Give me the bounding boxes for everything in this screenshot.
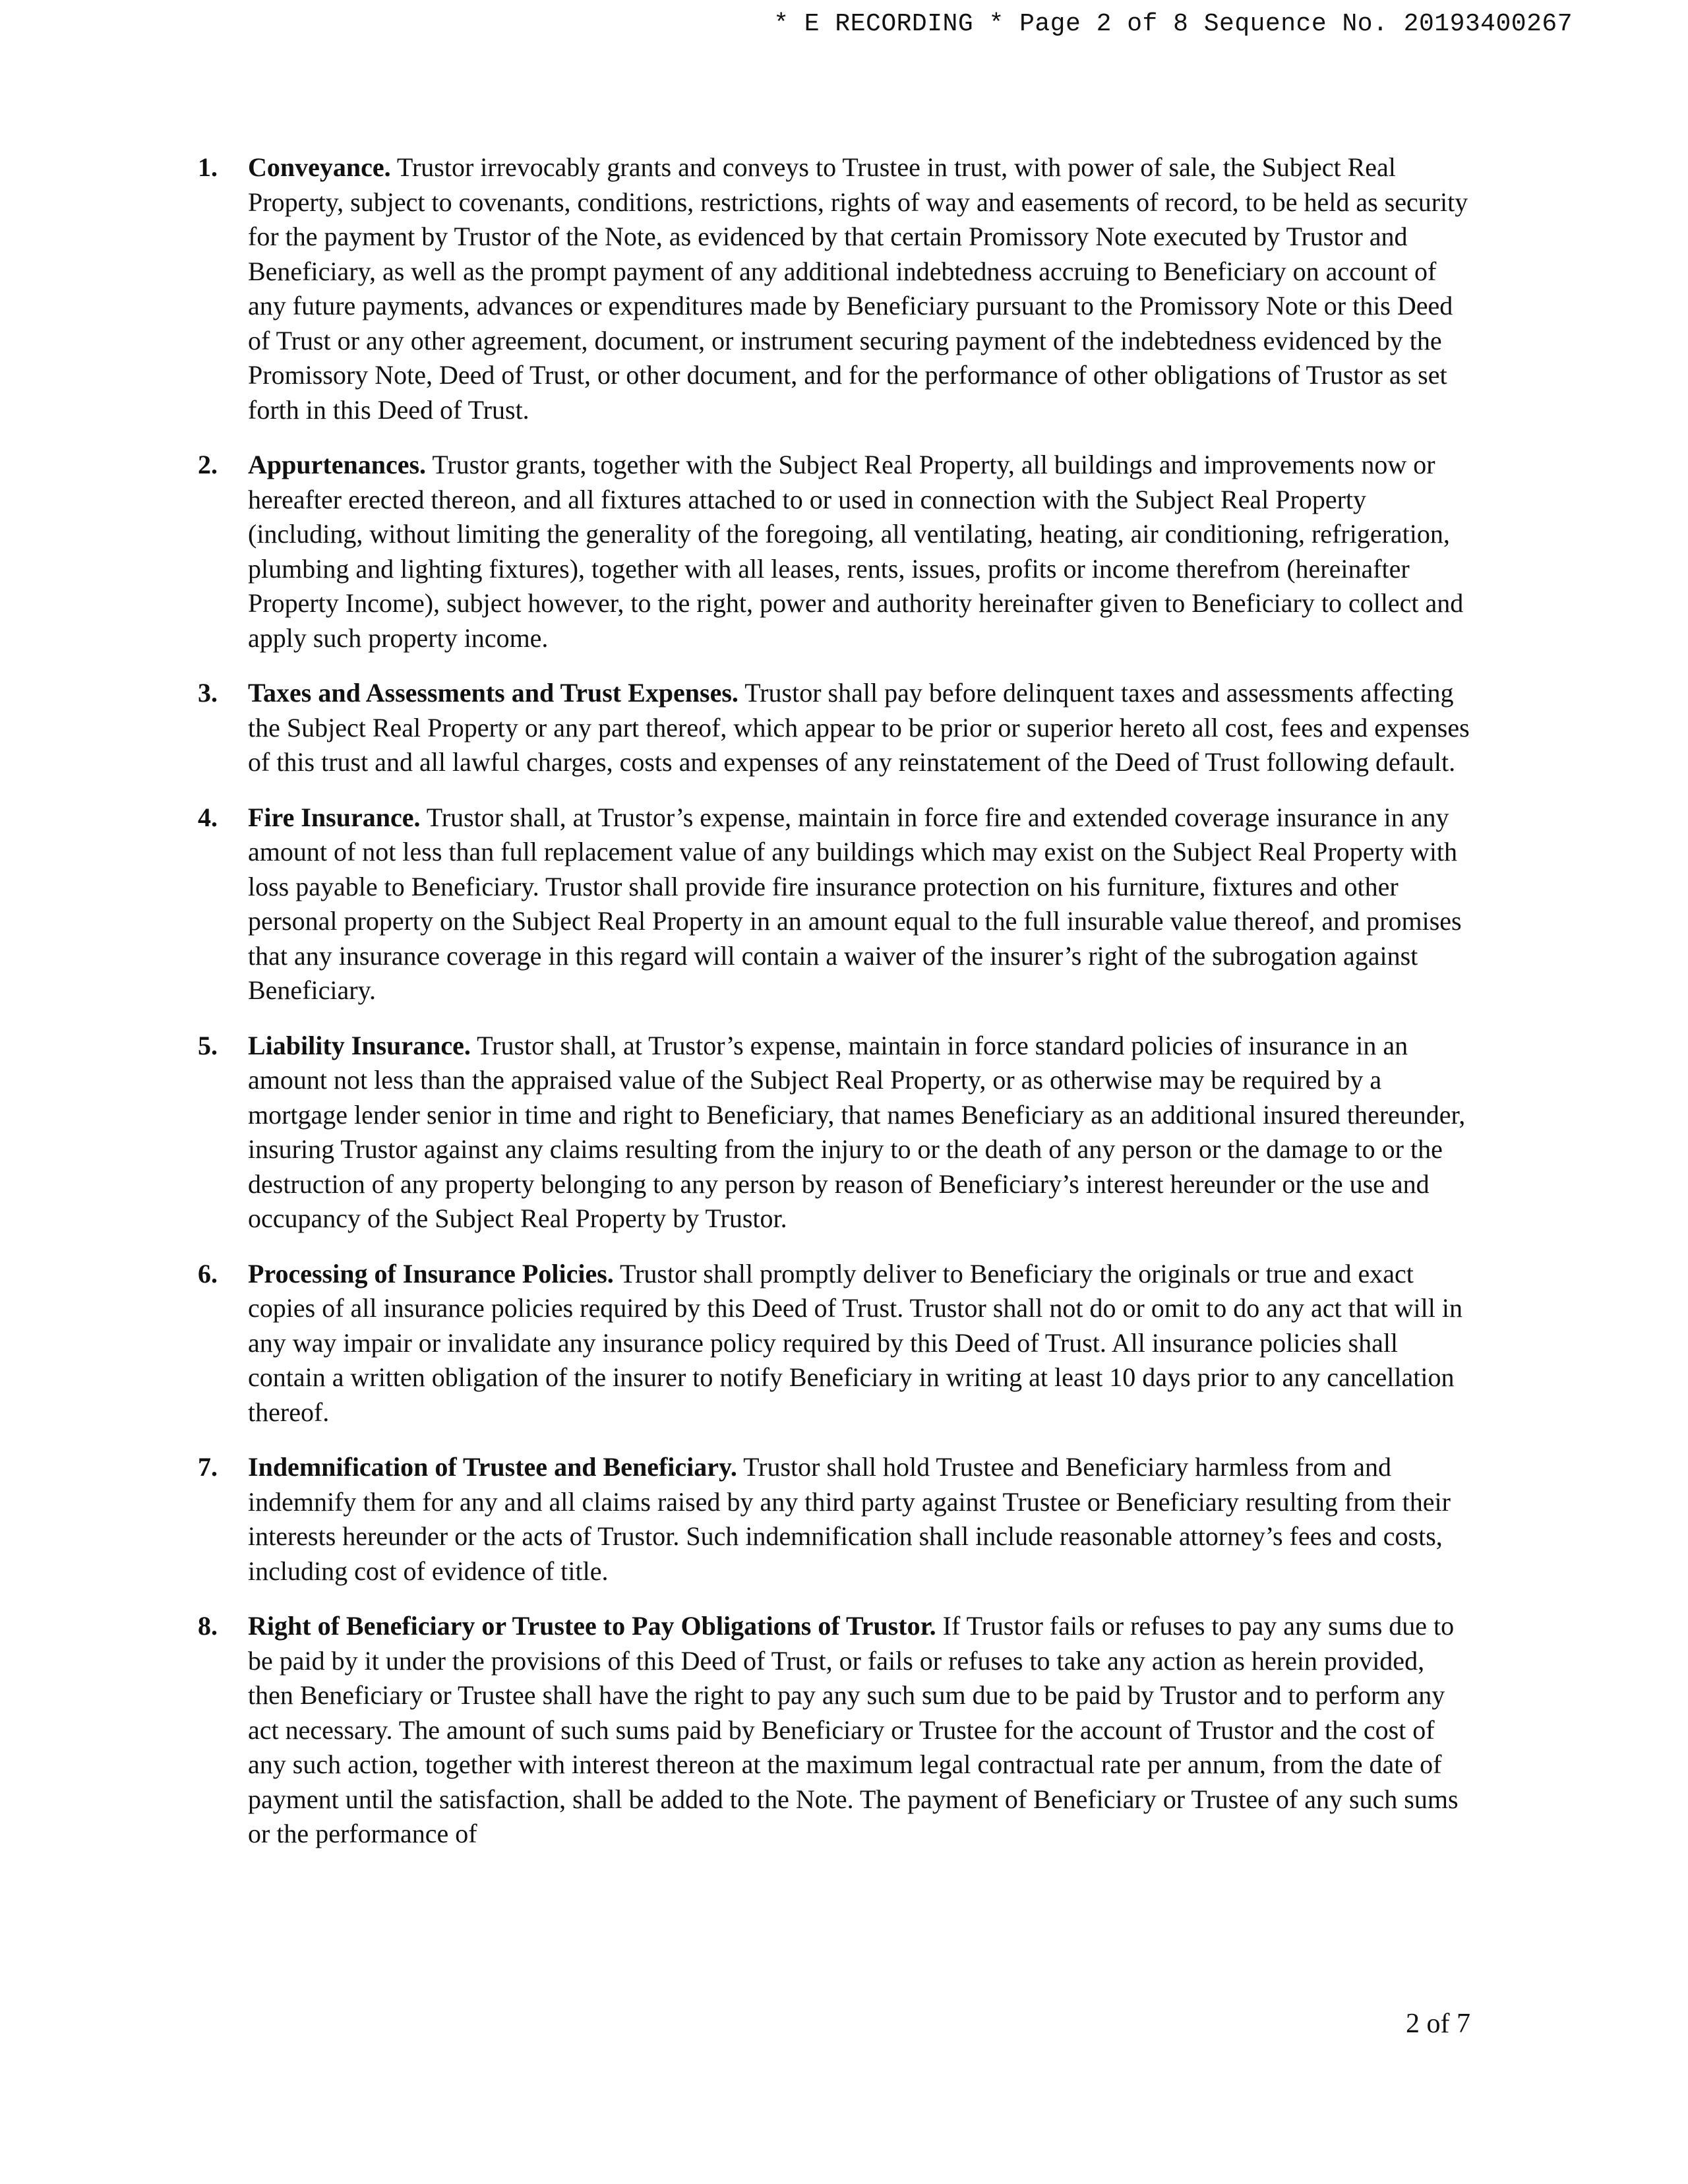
clause-number: 1. [198, 152, 218, 182]
clause-indemnification [0, 1450, 1688, 1589]
clause-right-to-pay-obligations [0, 1609, 1688, 1852]
clause-title: Fire Insurance. [248, 802, 421, 832]
clause-body [248, 1257, 1474, 1430]
clause-body [248, 448, 1474, 655]
clause-appurtenances [0, 448, 1688, 655]
clause-title: Indemnification of Trustee and Beneficiary. [248, 1452, 737, 1482]
clause-text: If Trustor fails or refuses to pay any sums due to be paid by it under the provisions of this Deed of Trust, or fails or refuses to take any action as herein provided, then Beneficiary or Trustee shall have the right to pay any such sum due to be paid by Trustor and to perform any act necessary. The amount of such sums paid by Beneficiary or Trustee for the account of Trustor and the cost of any such action, together with interest thereon at the maximum legal contractual rate per annum, from the date of payment until the satisfaction, shall be added to the Note. The payment of Beneficiary or Trustee of any such sums or the performance of [248, 1611, 1459, 1848]
clause-text: Trustor shall, at Trustor’s expense, maintain in force fire and extended coverage insurance in any amount of not less than full replacement value of any buildings which may exist on the Subject Real Property with loss payable to Beneficiary. Trustor shall provide fire insurance protection on his furniture, fixtures and other personal property on the Subject Real Property in an amount equal to the full insurable value thereof, and promises that any insurance coverage in this regard will contain a waiver of the insurer’s right of the subrogation against Beneficiary. [248, 802, 1462, 1005]
clause-processing-of-insurance-policies [0, 1257, 1688, 1430]
clause-number: 4. [198, 802, 218, 832]
clause-number: 2. [198, 450, 218, 479]
clause-body [248, 1029, 1474, 1236]
clause-title: Conveyance. [248, 152, 391, 182]
clause-body [248, 676, 1474, 780]
clause-number: 5. [198, 1030, 218, 1060]
clause-number: 3. [198, 678, 218, 708]
clause-taxes-and-assessments [0, 676, 1688, 780]
clause-body [248, 1450, 1474, 1589]
clause-text: Trustor shall, at Trustor’s expense, maintain in force standard policies of insurance in an amount not less than the appraised value of the Subject Real Property, or as otherwise may be required by a mortgage lender senior in time and right to Beneficiary, that names Beneficiary as an additional insured thereunder, insuring Trustor against any claims resulting from the injury to or the death of any person or the damage to or the destruction of any property belonging to any person by reason of Beneficiary’s interest hereunder or the use and occupancy of the Subject Real Property by Trustor. [248, 1030, 1466, 1233]
page-number: 2 of 7 [1406, 2009, 1470, 2039]
clause-body [248, 1609, 1474, 1852]
clause-liability-insurance [0, 1029, 1688, 1236]
clause-title: Taxes and Assessments and Trust Expenses. [248, 678, 738, 708]
clause-text: Trustor grants, together with the Subject Real Property, all buildings and improvements now or hereafter erected thereon, and all fixtures attached to or used in connection with the Subject Real Property (including, without limiting the generality of the foregoing, all ventilating, heating, air conditioning, refrigeration, plumbing and lighting fixtures), together with all leases, rents, issues, profits or income therefrom (hereinafter Property Income), subject however, to the right, power and authority hereinafter given to Beneficiary to collect and apply such property income. [248, 450, 1464, 653]
clause-text: Trustor irrevocably grants and conveys to Trustee in trust, with power of sale, the Subject Real Property, subject to covenants, conditions, restrictions, rights of way and easements of record, to be held as security for the payment by Trustor of the Note, as evidenced by that certain Promissory Note executed by Trustor and Beneficiary, as well as the prompt payment of any additional indebtedness accruing to Beneficiary on account of any future payments, advances or expenditures made by Beneficiary pursuant to the Promissory Note or this Deed of Trust or any other agreement, document, or instrument securing payment of the indebtedness evidenced by the Promissory Note, Deed of Trust, or other document, and for the performance of other obligations of Trustor as set forth in this Deed of Trust. [248, 152, 1468, 425]
clause-body [248, 801, 1474, 1008]
clause-title: Right of Beneficiary or Trustee to Pay Obligations of Trustor. [248, 1611, 936, 1641]
clause-title: Processing of Insurance Policies. [248, 1258, 614, 1289]
recording-header: * E RECORDING * Page 2 of 8 Sequence No. 20193400267 [773, 10, 1573, 38]
clause-number: 7. [198, 1452, 218, 1482]
clause-text: Trustor shall pay before delinquent taxes and assessments affecting the Subject Real Property or any part thereof, which appear to be prior or superior hereto all cost, fees and expenses of this trust and all lawful charges, costs and expenses of any reinstatement of the Deed of Trust following default. [248, 678, 1470, 777]
clause-conveyance [0, 150, 1688, 427]
clause-fire-insurance [0, 801, 1688, 1008]
clause-title: Appurtenances. [248, 450, 427, 479]
clause-body [248, 150, 1474, 427]
clause-text: Trustor shall hold Trustee and Beneficiary harmless from and indemnify them for any and all claims raised by any third party against Trustee or Beneficiary resulting from their interests hereunder or the acts of Trustor. Such indemnification shall include reasonable attorney’s fees and costs, including cost of evidence of title. [248, 1452, 1451, 1586]
clause-text: Trustor shall promptly deliver to Beneficiary the originals or true and exact copies of all insurance policies required by this Deed of Trust. Trustor shall not do or omit to do any act that will in any way impair or invalidate any insurance policy required by this Deed of Trust. All insurance policies shall contain a written obligation of the insurer to notify Beneficiary in writing at least 10 days prior to any cancellation thereof. [248, 1258, 1462, 1427]
clause-number: 6. [198, 1258, 218, 1289]
clause-title: Liability Insurance. [248, 1030, 471, 1060]
clause-list [0, 150, 1688, 1872]
clause-number: 8. [198, 1611, 218, 1641]
